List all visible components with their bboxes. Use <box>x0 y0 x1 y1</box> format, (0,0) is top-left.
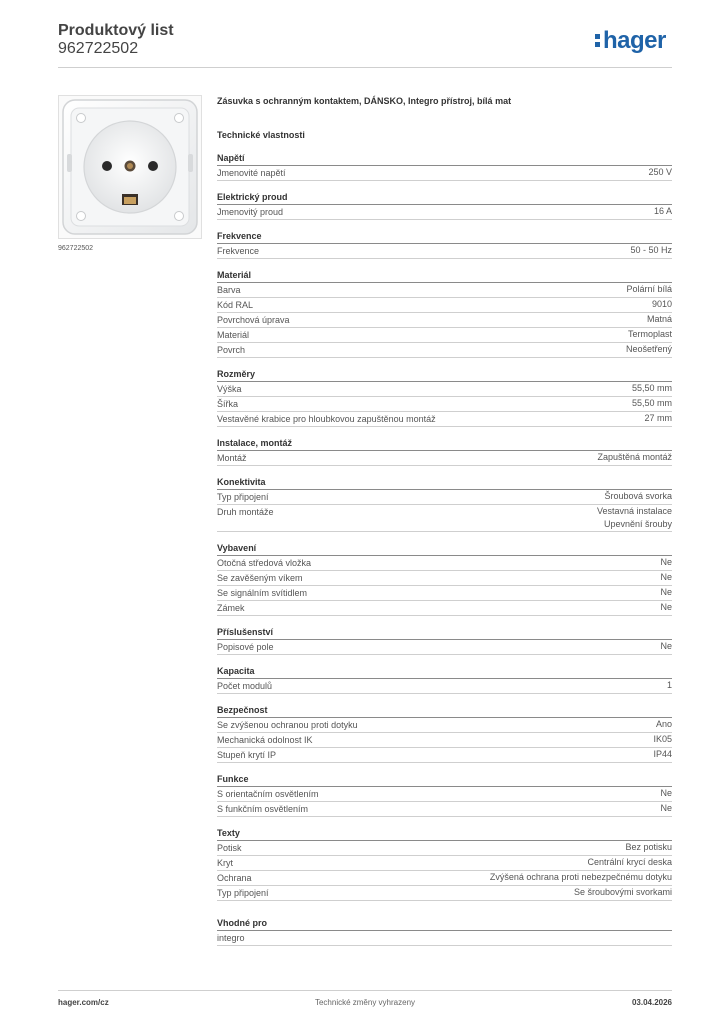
property-value-line: 250 V <box>648 167 672 177</box>
property-row <box>217 748 672 763</box>
property-label: Vestavěné krabice pro hloubkovou zapuštěnou montáž <box>217 414 436 424</box>
property-value-line: Upevnění šrouby <box>603 519 672 529</box>
property-row <box>217 886 672 901</box>
property-value <box>653 733 672 746</box>
property-value <box>660 556 672 569</box>
property-group-title: Instalace, montáž <box>217 436 672 451</box>
property-value-line: 1 <box>666 680 672 690</box>
property-label: Povrchová úprava <box>217 315 290 325</box>
property-group <box>217 436 672 466</box>
property-group <box>217 664 672 694</box>
property-label: Montáž <box>217 453 247 463</box>
property-value-line: Ne <box>660 788 672 798</box>
property-label: Potisk <box>217 843 242 853</box>
property-row <box>217 397 672 412</box>
hager-logo <box>595 28 666 54</box>
property-row <box>217 283 672 298</box>
property-row <box>217 313 672 328</box>
property-row <box>217 298 672 313</box>
property-group-title: Vybavení <box>217 541 672 556</box>
footer-website: hager.com/cz <box>58 998 109 1007</box>
product-image <box>58 95 202 239</box>
property-value <box>625 841 672 854</box>
property-row <box>217 328 672 343</box>
property-value <box>597 451 672 464</box>
property-label: Kód RAL <box>217 300 254 310</box>
property-row <box>217 787 672 802</box>
property-row <box>217 586 672 601</box>
property-label: S funkčním osvětlením <box>217 804 309 814</box>
property-group-title: Funkce <box>217 772 672 787</box>
property-label: Ochrana <box>217 873 252 883</box>
property-value-line: Ne <box>660 557 672 567</box>
property-row <box>217 718 672 733</box>
property-value-line: 27 mm <box>644 413 672 423</box>
suitable-for-row <box>217 931 672 946</box>
product-details <box>217 94 672 901</box>
property-value-line: Zvýšená ochrana proti nebezpečnému dotyku <box>489 872 672 882</box>
property-value <box>648 166 672 179</box>
property-value <box>660 640 672 653</box>
header-divider <box>58 67 672 68</box>
product-number: 962722502 <box>58 40 139 57</box>
property-value-line: 16 A <box>653 206 672 216</box>
property-value <box>644 412 672 425</box>
property-group <box>217 772 672 817</box>
property-value <box>587 856 672 869</box>
property-label: Barva <box>217 285 241 295</box>
footer-divider <box>58 990 672 991</box>
property-value-line: Bez potisku <box>625 842 672 852</box>
property-row <box>217 205 672 220</box>
property-value <box>632 397 672 410</box>
property-group <box>217 268 672 358</box>
property-value <box>632 382 672 395</box>
property-value <box>647 313 672 326</box>
property-group-title: Napětí <box>217 151 672 166</box>
property-value-line: Matná <box>646 314 672 324</box>
property-group <box>217 475 672 532</box>
property-group-title: Konektivita <box>217 475 672 490</box>
property-group <box>217 703 672 763</box>
property-value <box>626 283 672 296</box>
property-label: Druh montáže <box>217 507 274 517</box>
property-group-title: Bezpečnost <box>217 703 672 718</box>
property-value-line: IK05 <box>653 734 672 744</box>
socket-outlet-icon <box>59 96 201 238</box>
suitable-for-value: integro <box>217 933 245 943</box>
page-title: Produktový list <box>58 22 174 39</box>
property-label: Jmenovité napětí <box>217 168 286 178</box>
property-row <box>217 871 672 886</box>
property-row <box>217 505 672 532</box>
property-value-line: Ne <box>660 803 672 813</box>
property-value-line: Ne <box>660 587 672 597</box>
property-value-line: 9010 <box>651 299 672 309</box>
property-value-line: Ne <box>660 641 672 651</box>
property-value-line: Neošetřený <box>625 344 672 354</box>
product-name: Zásuvka s ochranným kontaktem, DÁNSKO, Integro přístroj, bílá mat <box>217 96 512 106</box>
property-value-line: Se šroubovými svorkami <box>573 887 672 897</box>
property-value-line: Šroubová svorka <box>604 491 672 501</box>
property-group-title: Frekvence <box>217 229 672 244</box>
property-value-line: IP44 <box>653 749 672 759</box>
property-value <box>660 787 672 800</box>
property-row <box>217 841 672 856</box>
property-row <box>217 640 672 655</box>
property-value-line: Termoplast <box>627 329 672 339</box>
property-group <box>217 625 672 655</box>
property-value-line: Ne <box>660 572 672 582</box>
property-group <box>217 541 672 616</box>
property-value <box>660 802 672 815</box>
property-group <box>217 229 672 259</box>
property-row <box>217 490 672 505</box>
property-row <box>217 166 672 181</box>
property-label: Počet modulů <box>217 681 273 691</box>
property-value-line: 50 - 50 Hz <box>630 245 672 255</box>
property-group-title: Texty <box>217 826 672 841</box>
footer-date: 03.04.2026 <box>631 998 672 1007</box>
property-group-title: Rozměry <box>217 367 672 382</box>
property-value-line: Centrální krycí deska <box>587 857 672 867</box>
property-value <box>656 718 672 731</box>
property-value <box>604 490 672 503</box>
property-value <box>626 343 672 356</box>
property-value-line: Ne <box>660 602 672 612</box>
property-group <box>217 151 672 181</box>
property-value <box>660 571 672 584</box>
property-label: Popisové pole <box>217 642 274 652</box>
property-value <box>660 586 672 599</box>
property-label: Otočná středová vložka <box>217 558 312 568</box>
property-value-line: Ano <box>655 719 672 729</box>
logo-text: hager <box>603 27 666 54</box>
property-row <box>217 571 672 586</box>
footer-note: Technické změny vyhrazeny <box>314 998 416 1007</box>
property-row <box>217 343 672 358</box>
property-label: Zámek <box>217 603 245 613</box>
property-row <box>217 382 672 397</box>
property-group <box>217 367 672 427</box>
property-group <box>217 190 672 220</box>
property-value <box>652 298 672 311</box>
property-group-title: Příslušenství <box>217 625 672 640</box>
property-label: Materiál <box>217 330 250 340</box>
property-value <box>667 679 672 692</box>
suitable-for-section <box>217 916 672 946</box>
property-label: Typ připojení <box>217 492 269 502</box>
property-label: Se zavěšeným víkem <box>217 573 303 583</box>
property-label: Šířka <box>217 399 239 409</box>
property-label: Se signálním svítidlem <box>217 588 308 598</box>
property-label: Kryt <box>217 858 234 868</box>
property-row <box>217 601 672 616</box>
property-group <box>217 826 672 901</box>
property-value-line: Vestavná instalace <box>596 506 672 516</box>
property-value <box>628 328 672 341</box>
suitable-for-heading: Vhodné pro <box>217 916 672 931</box>
property-row <box>217 412 672 427</box>
property-row <box>217 856 672 871</box>
property-value-line: Zapuštěná montáž <box>597 452 672 462</box>
property-value-line: 55,50 mm <box>631 398 672 408</box>
property-value-line: Polární bílá <box>626 284 672 294</box>
property-row <box>217 679 672 694</box>
logo-dots-icon <box>595 31 601 49</box>
property-value <box>654 205 672 218</box>
document-header <box>58 22 174 58</box>
property-label: Typ připojení <box>217 888 269 898</box>
property-label: Povrch <box>217 345 246 355</box>
technical-properties-heading: Technické vlastnosti <box>217 130 305 140</box>
property-group-title: Elektrický proud <box>217 190 672 205</box>
property-row <box>217 244 672 259</box>
property-label: Frekvence <box>217 246 260 256</box>
property-label: Výška <box>217 384 242 394</box>
property-value <box>574 886 672 899</box>
property-label: Se zvýšenou ochranou proti dotyku <box>217 720 358 730</box>
property-label: S orientačním osvětlením <box>217 789 319 799</box>
property-row <box>217 556 672 571</box>
image-caption: 962722502 <box>58 245 94 252</box>
property-row <box>217 451 672 466</box>
property-value <box>597 505 672 531</box>
property-value-line: 55,50 mm <box>631 383 672 393</box>
property-groups <box>217 151 672 901</box>
property-value <box>660 601 672 614</box>
property-label: Jmenovitý proud <box>217 207 284 217</box>
property-row <box>217 802 672 817</box>
property-group-title: Materiál <box>217 268 672 283</box>
property-row <box>217 733 672 748</box>
property-label: Stupeň krytí IP <box>217 750 277 760</box>
property-value <box>630 244 672 257</box>
property-value <box>490 871 672 884</box>
property-label: Mechanická odolnost IK <box>217 735 313 745</box>
property-value <box>653 748 672 761</box>
property-group-title: Kapacita <box>217 664 672 679</box>
